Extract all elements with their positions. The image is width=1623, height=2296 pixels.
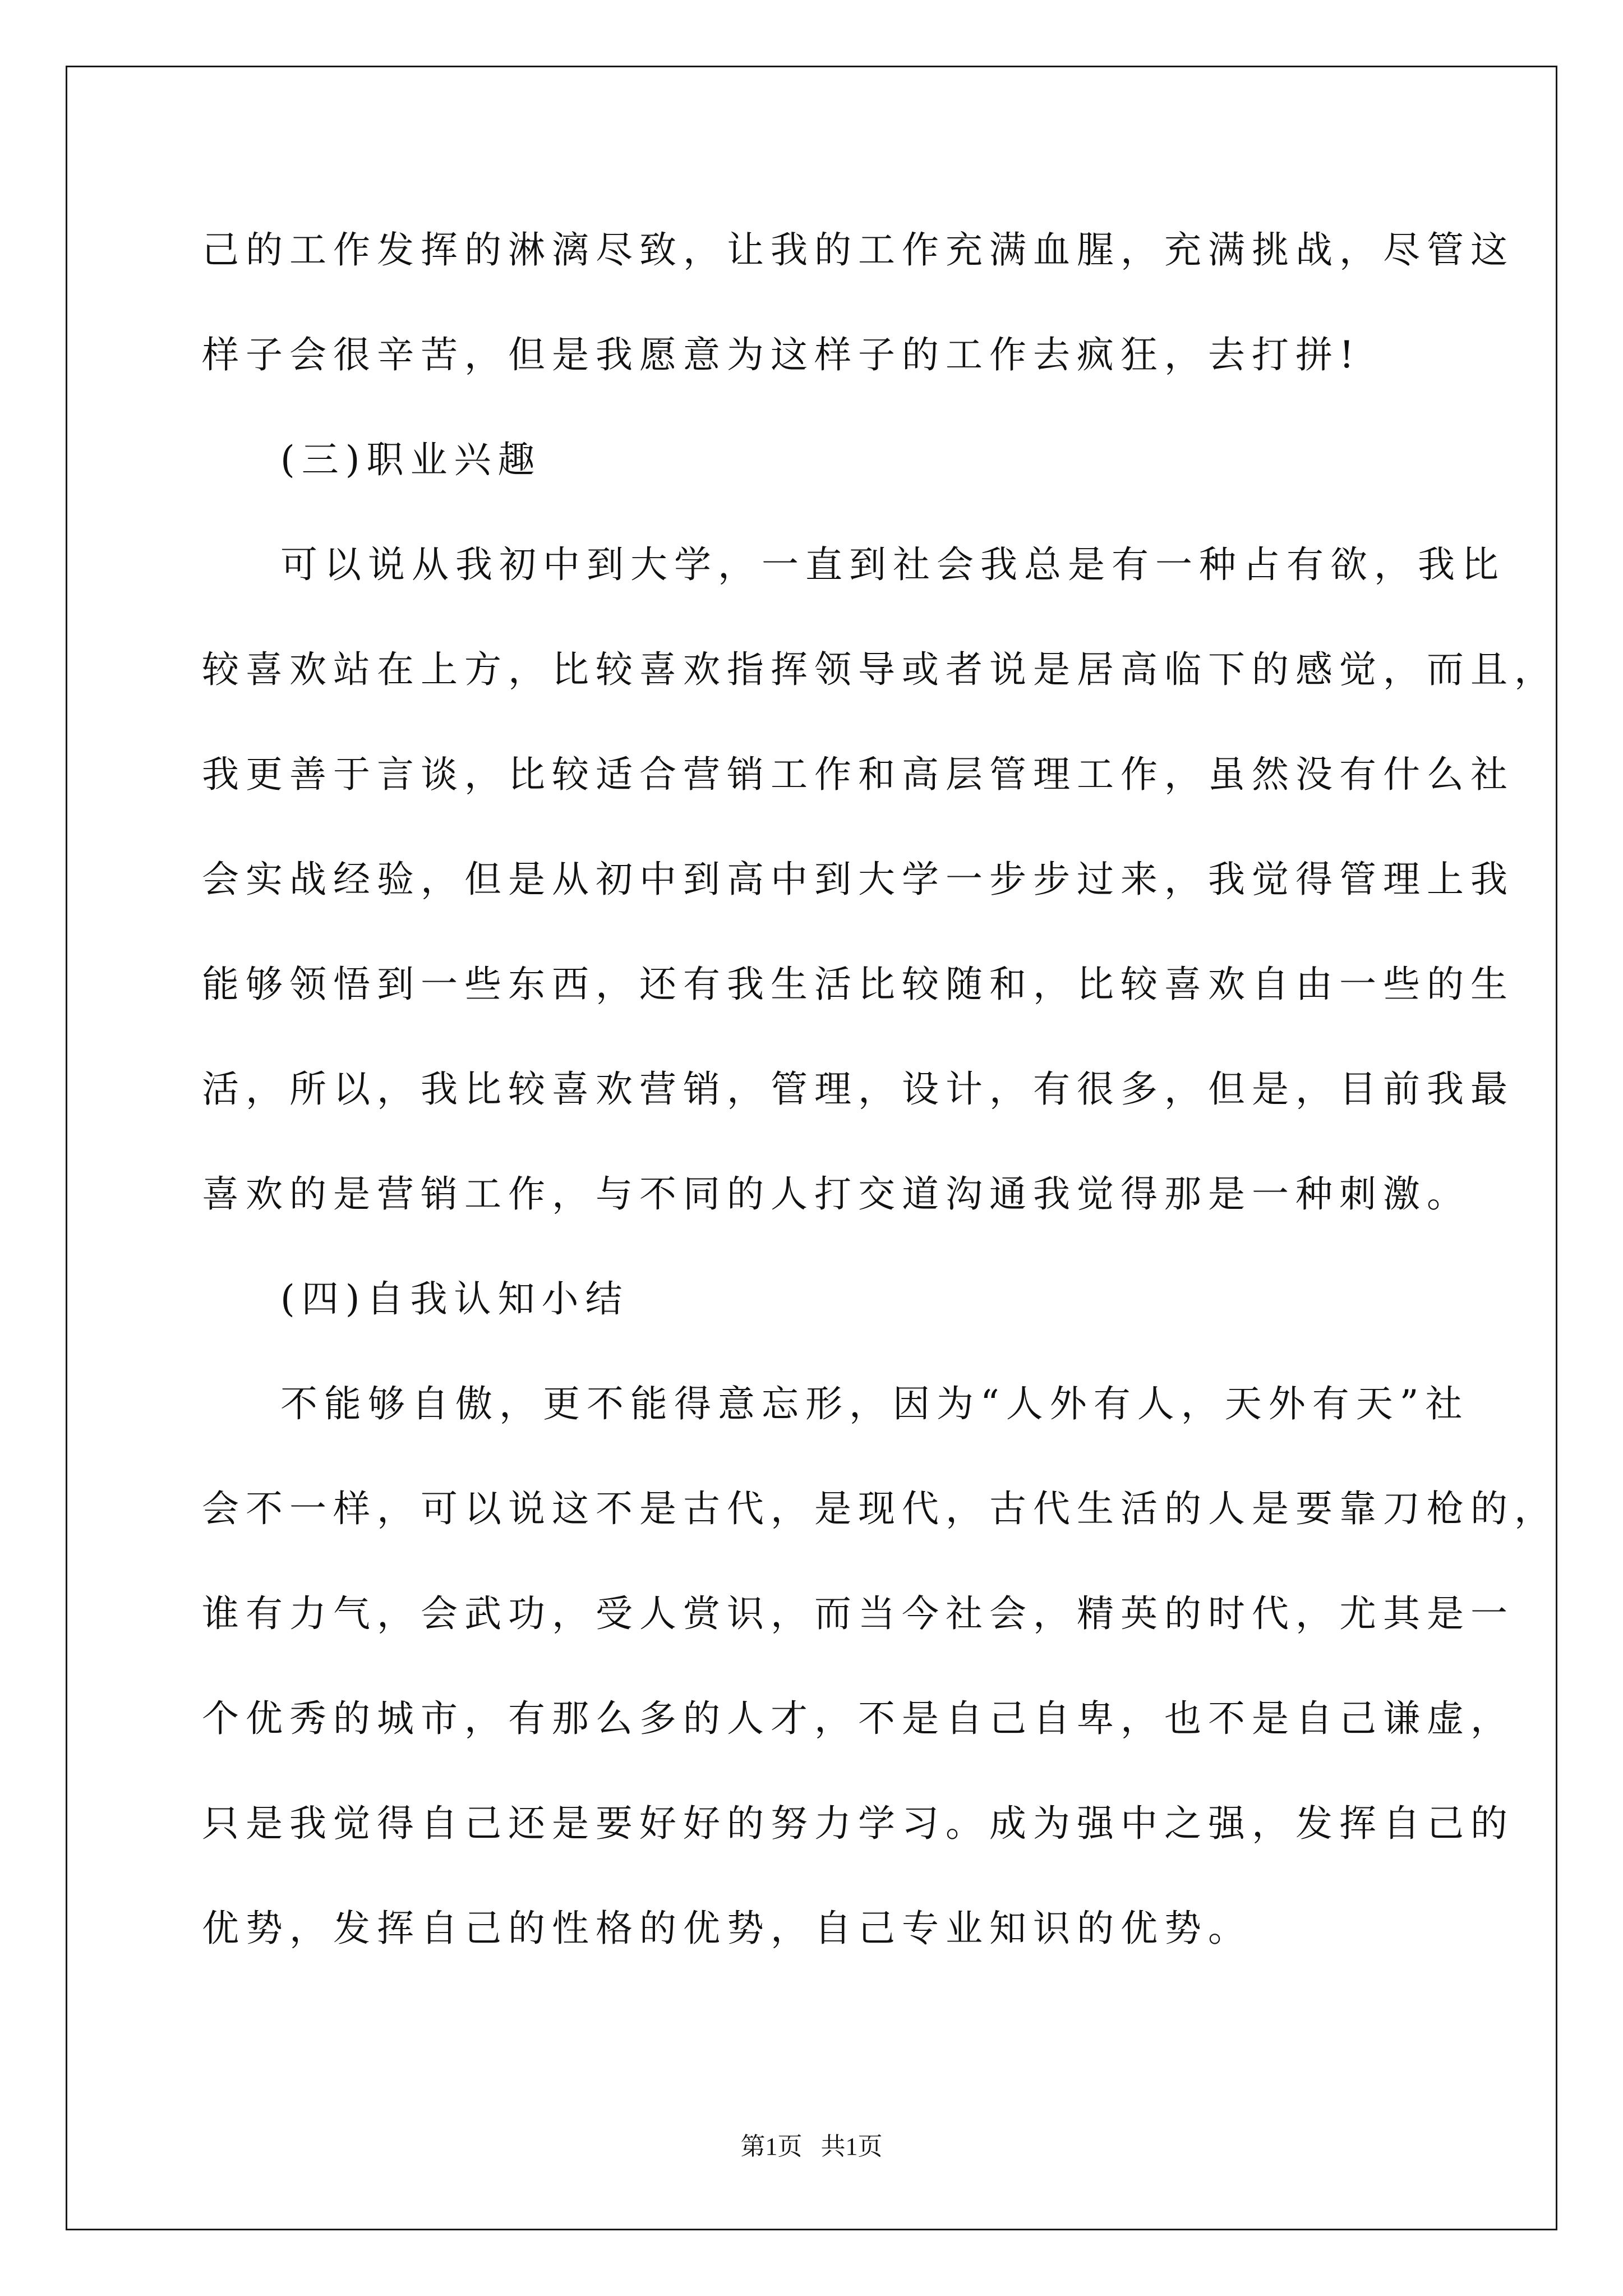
page-footer: 第1页 共1页 xyxy=(740,2133,883,2160)
body-line: 己的工作发挥的淋漓尽致，让我的工作充满血腥，充满挑战，尽管这 xyxy=(202,228,1514,272)
body-line: 我更善于言谈，比较适合营销工作和高层管理工作，虽然没有什么社 xyxy=(202,753,1514,796)
body-line: 喜欢的是营销工作，与不同的人打交道沟通我觉得那是一种刺激。 xyxy=(202,1172,1470,1216)
body-line: 个优秀的城市，有那么多的人才，不是自己自卑，也不是自己谦虚， xyxy=(202,1697,1514,1740)
body-line: 样子会很辛苦，但是我愿意为这样子的工作去疯狂，去打拼! xyxy=(202,333,1361,376)
body-line: 能够领悟到一些东西，还有我生活比较随和，比较喜欢自由一些的生 xyxy=(202,963,1514,1006)
body-line: 活，所以，我比较喜欢营销，管理，设计，有很多，但是，目前我最 xyxy=(202,1068,1514,1111)
body-line: 优势，发挥自己的性格的优势，自己专业知识的优势。 xyxy=(202,1907,1252,1950)
paragraph-first-line: 可以说从我初中到大学，一直到社会我总是有一种占有欲，我比 xyxy=(280,543,1505,586)
body-line: 会不一样，可以说这不是古代，是现代，古代生活的人是要靠刀枪的， xyxy=(202,1487,1558,1530)
body-line: 谁有力气，会武功，受人赏识，而当今社会，精英的时代，尤其是一 xyxy=(202,1592,1514,1635)
body-line: 只是我觉得自己还是要好好的努力学习。成为强中之强，发挥自己的 xyxy=(202,1802,1514,1845)
page-border xyxy=(66,66,1557,2230)
body-line: 较喜欢站在上方，比较喜欢指挥领导或者说是居高临下的感觉，而且， xyxy=(202,648,1558,691)
paragraph-first-line: 不能够自傲，更不能得意忘形，因为“人外有人，天外有天”社 xyxy=(280,1382,1469,1425)
section-heading: (三)职业兴趣 xyxy=(280,438,542,481)
section-heading: (四)自我认知小结 xyxy=(280,1277,629,1320)
body-line: 会实战经验，但是从初中到高中到大学一步步过来，我觉得管理上我 xyxy=(202,858,1514,901)
